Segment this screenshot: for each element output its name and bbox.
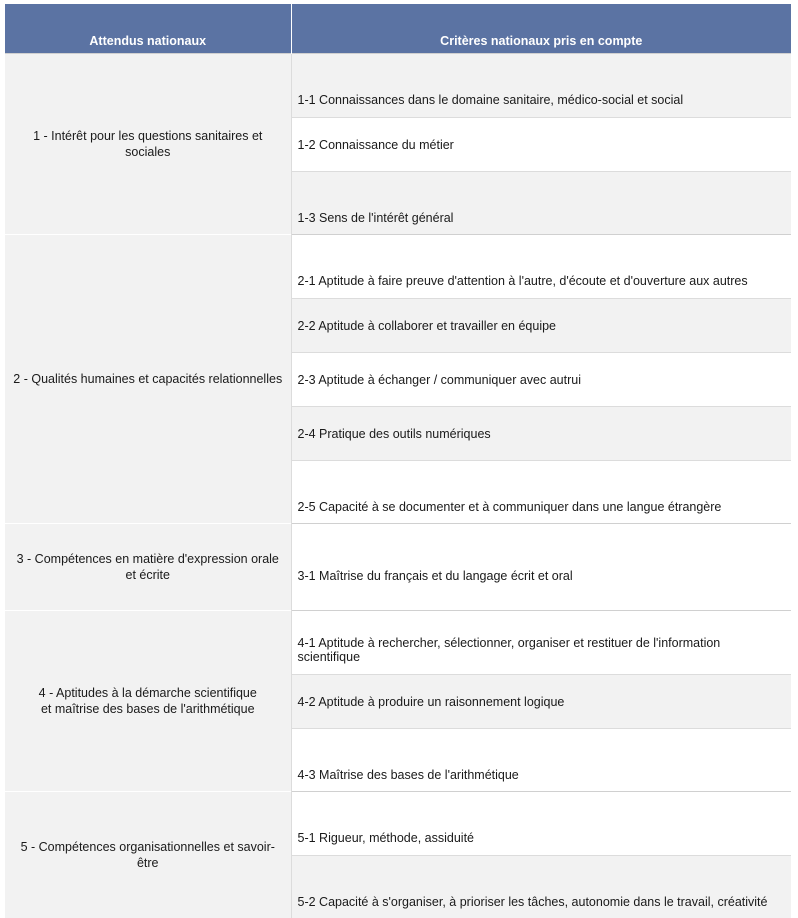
table-row — [5, 524, 791, 611]
attendu-cell — [5, 611, 291, 792]
attendu-cell: 2 - Qualités humaines et capacités relationnelles — [5, 235, 291, 524]
critere-cell: 5-2 Capacité à s'organiser, à prioriser les tâches, autonomie dans le travail, créativité — [291, 856, 791, 918]
critere-cell: 2-4 Pratique des outils numériques — [291, 407, 791, 461]
table-row — [5, 792, 791, 856]
critere-cell: 4-1 Aptitude à rechercher, sélectionner, organiser et restituer de l'information scientifique — [291, 611, 791, 675]
critere-cell: 1-1 Connaissances dans le domaine sanitaire, médico-social et social — [291, 54, 791, 118]
header-row — [5, 4, 791, 54]
critere-cell: 4-3 Maîtrise des bases de l'arithmétique — [291, 729, 791, 792]
critere-cell: 1-2 Connaissance du métier — [291, 118, 791, 172]
critere-cell: 3-1 Maîtrise du français et du langage écrit et oral — [291, 524, 791, 611]
critere-cell: 1-3 Sens de l'intérêt général — [291, 172, 791, 235]
attendu-cell — [5, 524, 291, 611]
table-row — [5, 611, 791, 675]
table-row — [5, 235, 791, 299]
attendu-line: et maîtrise des bases de l'arithmétique — [41, 702, 255, 716]
header-attendus: Attendus nationaux — [5, 4, 291, 54]
critere-cell: 2-2 Aptitude à collaborer et travailler en équipe — [291, 299, 791, 353]
attendu-line: 4 - Aptitudes à la démarche scientifique — [39, 686, 257, 700]
attendu-cell: 5 - Compétences organisationnelles et savoir-être — [5, 792, 291, 918]
critere-cell: 2-3 Aptitude à échanger / communiquer avec autrui — [291, 353, 791, 407]
header-criteres: Critères nationaux pris en compte — [291, 4, 791, 54]
attendu-line: et écrite — [126, 568, 170, 582]
criteria-table — [5, 4, 791, 918]
attendu-line: 3 - Compétences en matière d'expression orale — [17, 552, 279, 566]
critere-cell: 2-1 Aptitude à faire preuve d'attention à l'autre, d'écoute et d'ouverture aux autres — [291, 235, 791, 299]
critere-cell: 5-1 Rigueur, méthode, assiduité — [291, 792, 791, 856]
critere-cell: 4-2 Aptitude à produire un raisonnement logique — [291, 675, 791, 729]
table-row — [5, 54, 791, 118]
critere-cell: 2-5 Capacité à se documenter et à communiquer dans une langue étrangère — [291, 461, 791, 524]
attendu-cell: 1 - Intérêt pour les questions sanitaires et sociales — [5, 54, 291, 235]
